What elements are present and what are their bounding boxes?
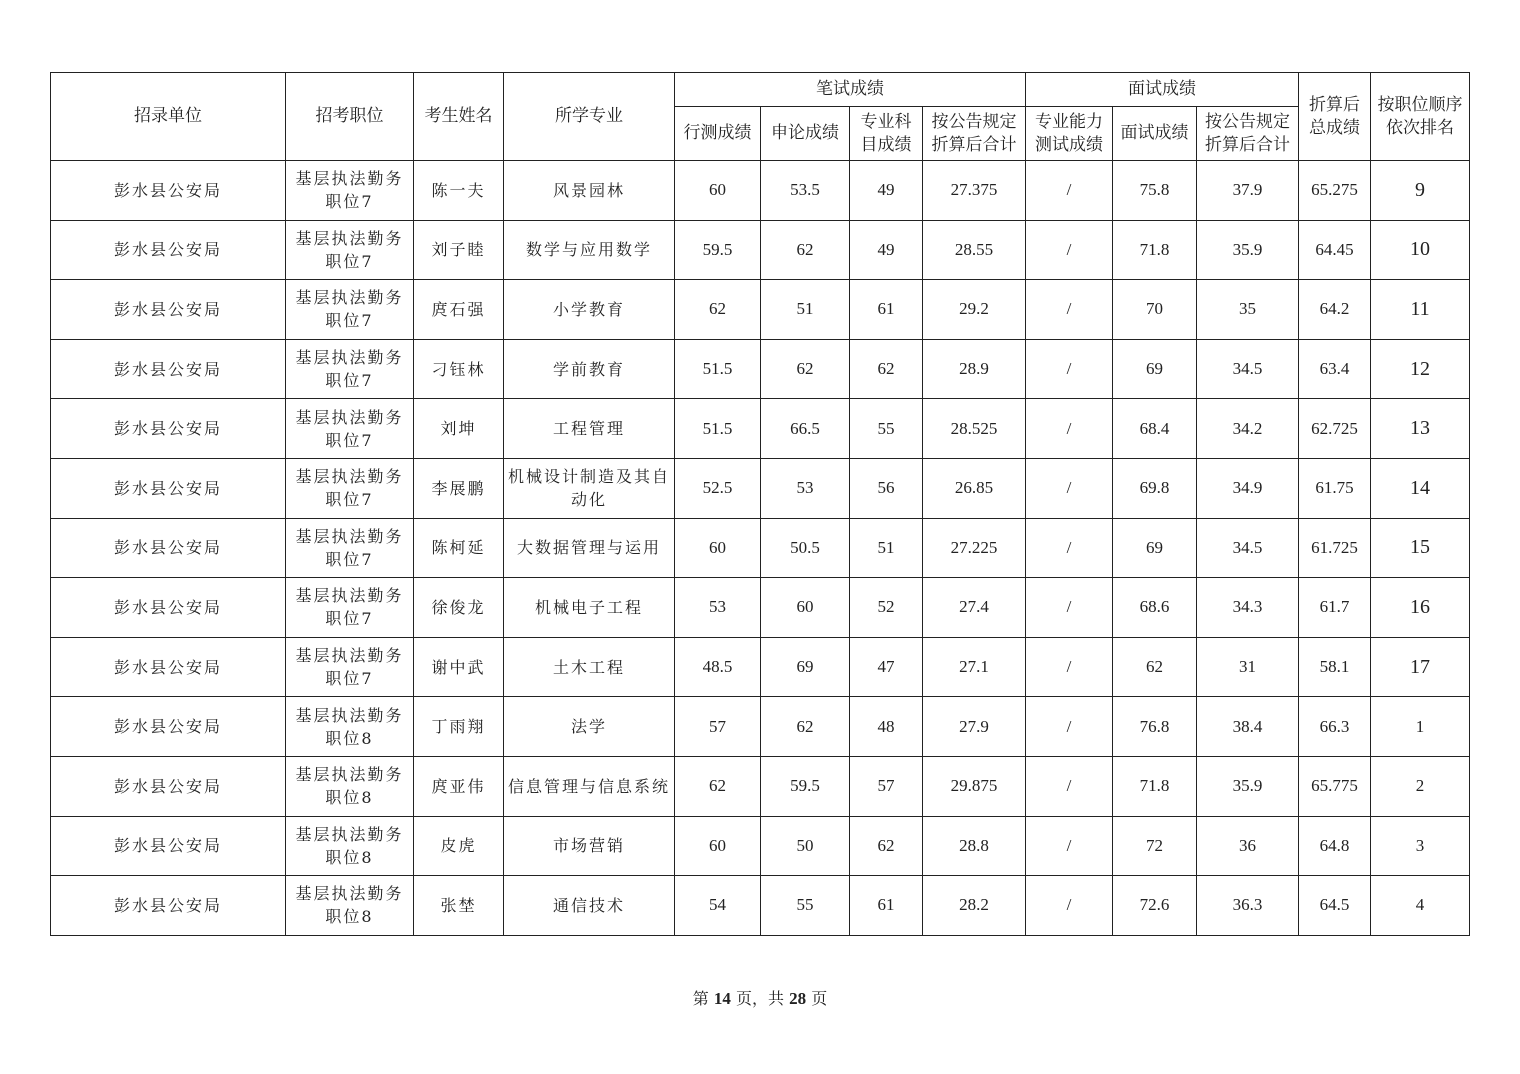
cell-total: 65.275 bbox=[1299, 161, 1371, 221]
cell-written-converted: 28.9 bbox=[923, 339, 1026, 399]
cell-unit: 彭水县公安局 bbox=[51, 458, 286, 518]
header-ability-test: 专业能力测试成绩 bbox=[1026, 107, 1113, 161]
cell-major: 风景园林 bbox=[504, 161, 675, 221]
cell-professional: 62 bbox=[850, 339, 923, 399]
cell-ability-test: / bbox=[1026, 637, 1113, 697]
cell-unit: 彭水县公安局 bbox=[51, 339, 286, 399]
page-footer bbox=[0, 986, 1520, 1009]
cell-total: 58.1 bbox=[1299, 637, 1371, 697]
cell-interview-converted: 34.2 bbox=[1197, 399, 1299, 459]
cell-unit: 彭水县公安局 bbox=[51, 697, 286, 757]
cell-position: 基层执法勤务职位7 bbox=[286, 458, 414, 518]
table-row bbox=[51, 220, 1470, 280]
cell-ability-test: / bbox=[1026, 458, 1113, 518]
cell-unit: 彭水县公安局 bbox=[51, 816, 286, 876]
cell-unit: 彭水县公安局 bbox=[51, 399, 286, 459]
cell-position: 基层执法勤务职位7 bbox=[286, 399, 414, 459]
cell-xingce: 48.5 bbox=[675, 637, 761, 697]
cell-written-converted: 27.1 bbox=[923, 637, 1026, 697]
cell-major: 市场营销 bbox=[504, 816, 675, 876]
cell-professional: 56 bbox=[850, 458, 923, 518]
cell-written-converted: 27.4 bbox=[923, 578, 1026, 638]
cell-interview-converted: 34.9 bbox=[1197, 458, 1299, 518]
cell-professional: 49 bbox=[850, 161, 923, 221]
cell-unit: 彭水县公安局 bbox=[51, 876, 286, 936]
cell-total: 64.5 bbox=[1299, 876, 1371, 936]
cell-rank: 15 bbox=[1371, 518, 1470, 578]
cell-position: 基层执法勤务职位8 bbox=[286, 876, 414, 936]
cell-ability-test: / bbox=[1026, 220, 1113, 280]
table-row bbox=[51, 637, 1470, 697]
cell-major: 工程管理 bbox=[504, 399, 675, 459]
cell-unit: 彭水县公安局 bbox=[51, 578, 286, 638]
cell-interview-converted: 34.5 bbox=[1197, 518, 1299, 578]
header-interview-converted: 按公告规定折算后合计 bbox=[1197, 107, 1299, 161]
cell-professional: 48 bbox=[850, 697, 923, 757]
cell-shenlun: 50 bbox=[761, 816, 850, 876]
cell-name: 庹石强 bbox=[414, 280, 504, 340]
table-row bbox=[51, 399, 1470, 459]
cell-interview: 62 bbox=[1113, 637, 1197, 697]
cell-shenlun: 50.5 bbox=[761, 518, 850, 578]
cell-name: 谢中武 bbox=[414, 637, 504, 697]
footer-prefix: 第 bbox=[692, 989, 709, 1008]
cell-unit: 彭水县公安局 bbox=[51, 161, 286, 221]
cell-total: 64.8 bbox=[1299, 816, 1371, 876]
cell-unit: 彭水县公安局 bbox=[51, 518, 286, 578]
cell-rank: 12 bbox=[1371, 339, 1470, 399]
cell-position: 基层执法勤务职位7 bbox=[286, 518, 414, 578]
cell-position: 基层执法勤务职位7 bbox=[286, 280, 414, 340]
cell-interview-converted: 36.3 bbox=[1197, 876, 1299, 936]
cell-xingce: 52.5 bbox=[675, 458, 761, 518]
cell-shenlun: 66.5 bbox=[761, 399, 850, 459]
cell-shenlun: 51 bbox=[761, 280, 850, 340]
header-interview: 面试成绩 bbox=[1113, 107, 1197, 161]
cell-interview: 68.6 bbox=[1113, 578, 1197, 638]
cell-interview: 69.8 bbox=[1113, 458, 1197, 518]
footer-middle: 页，共 bbox=[735, 989, 784, 1008]
cell-major: 机械设计制造及其自动化 bbox=[504, 458, 675, 518]
cell-name: 陈一夫 bbox=[414, 161, 504, 221]
header-name: 考生姓名 bbox=[414, 73, 504, 161]
cell-major: 小学教育 bbox=[504, 280, 675, 340]
cell-xingce: 59.5 bbox=[675, 220, 761, 280]
cell-interview-converted: 34.3 bbox=[1197, 578, 1299, 638]
cell-interview-converted: 35.9 bbox=[1197, 756, 1299, 816]
cell-xingce: 60 bbox=[675, 161, 761, 221]
cell-total: 65.775 bbox=[1299, 756, 1371, 816]
cell-interview: 69 bbox=[1113, 339, 1197, 399]
cell-interview: 72 bbox=[1113, 816, 1197, 876]
cell-professional: 62 bbox=[850, 816, 923, 876]
header-shenlun: 申论成绩 bbox=[761, 107, 850, 161]
cell-total: 66.3 bbox=[1299, 697, 1371, 757]
table-row bbox=[51, 518, 1470, 578]
header-xingce: 行测成绩 bbox=[675, 107, 761, 161]
cell-position: 基层执法勤务职位7 bbox=[286, 220, 414, 280]
cell-total: 61.7 bbox=[1299, 578, 1371, 638]
cell-professional: 55 bbox=[850, 399, 923, 459]
cell-name: 刁钰林 bbox=[414, 339, 504, 399]
cell-position: 基层执法勤务职位7 bbox=[286, 339, 414, 399]
cell-ability-test: / bbox=[1026, 339, 1113, 399]
table-row bbox=[51, 280, 1470, 340]
cell-professional: 51 bbox=[850, 518, 923, 578]
table-row bbox=[51, 339, 1470, 399]
header-total: 折算后总成绩 bbox=[1299, 73, 1371, 161]
cell-unit: 彭水县公安局 bbox=[51, 637, 286, 697]
cell-written-converted: 26.85 bbox=[923, 458, 1026, 518]
cell-interview: 72.6 bbox=[1113, 876, 1197, 936]
cell-rank: 11 bbox=[1371, 280, 1470, 340]
cell-rank: 10 bbox=[1371, 220, 1470, 280]
cell-position: 基层执法勤务职位7 bbox=[286, 578, 414, 638]
cell-interview-converted: 34.5 bbox=[1197, 339, 1299, 399]
cell-xingce: 51.5 bbox=[675, 399, 761, 459]
cell-interview: 71.8 bbox=[1113, 220, 1197, 280]
cell-interview-converted: 36 bbox=[1197, 816, 1299, 876]
table-header bbox=[51, 73, 1470, 161]
cell-shenlun: 62 bbox=[761, 339, 850, 399]
cell-rank: 4 bbox=[1371, 876, 1470, 936]
header-written-converted: 按公告规定折算后合计 bbox=[923, 107, 1026, 161]
cell-shenlun: 69 bbox=[761, 637, 850, 697]
cell-xingce: 60 bbox=[675, 816, 761, 876]
cell-written-converted: 28.8 bbox=[923, 816, 1026, 876]
footer-page-number: 14 bbox=[713, 989, 731, 1008]
cell-professional: 61 bbox=[850, 280, 923, 340]
cell-total: 61.75 bbox=[1299, 458, 1371, 518]
cell-interview: 68.4 bbox=[1113, 399, 1197, 459]
cell-shenlun: 53.5 bbox=[761, 161, 850, 221]
cell-rank: 1 bbox=[1371, 697, 1470, 757]
footer-suffix: 页 bbox=[811, 989, 828, 1008]
table-row bbox=[51, 756, 1470, 816]
cell-major: 数学与应用数学 bbox=[504, 220, 675, 280]
cell-professional: 57 bbox=[850, 756, 923, 816]
cell-interview-converted: 38.4 bbox=[1197, 697, 1299, 757]
cell-total: 64.2 bbox=[1299, 280, 1371, 340]
cell-ability-test: / bbox=[1026, 399, 1113, 459]
cell-major: 通信技术 bbox=[504, 876, 675, 936]
table-row bbox=[51, 697, 1470, 757]
cell-position: 基层执法勤务职位7 bbox=[286, 637, 414, 697]
cell-ability-test: / bbox=[1026, 518, 1113, 578]
cell-written-converted: 29.875 bbox=[923, 756, 1026, 816]
cell-ability-test: / bbox=[1026, 578, 1113, 638]
cell-interview: 76.8 bbox=[1113, 697, 1197, 757]
cell-interview: 75.8 bbox=[1113, 161, 1197, 221]
cell-ability-test: / bbox=[1026, 697, 1113, 757]
cell-major: 机械电子工程 bbox=[504, 578, 675, 638]
cell-xingce: 53 bbox=[675, 578, 761, 638]
cell-interview: 69 bbox=[1113, 518, 1197, 578]
cell-name: 李展鹏 bbox=[414, 458, 504, 518]
cell-written-converted: 28.525 bbox=[923, 399, 1026, 459]
cell-major: 大数据管理与运用 bbox=[504, 518, 675, 578]
cell-written-converted: 29.2 bbox=[923, 280, 1026, 340]
cell-rank: 3 bbox=[1371, 816, 1470, 876]
header-professional: 专业科目成绩 bbox=[850, 107, 923, 161]
cell-unit: 彭水县公安局 bbox=[51, 280, 286, 340]
cell-rank: 16 bbox=[1371, 578, 1470, 638]
cell-interview-converted: 31 bbox=[1197, 637, 1299, 697]
cell-major: 法学 bbox=[504, 697, 675, 757]
cell-xingce: 54 bbox=[675, 876, 761, 936]
cell-ability-test: / bbox=[1026, 816, 1113, 876]
table-row bbox=[51, 161, 1470, 221]
cell-interview-converted: 35 bbox=[1197, 280, 1299, 340]
cell-position: 基层执法勤务职位8 bbox=[286, 816, 414, 876]
cell-shenlun: 55 bbox=[761, 876, 850, 936]
cell-rank: 14 bbox=[1371, 458, 1470, 518]
header-unit: 招录单位 bbox=[51, 73, 286, 161]
cell-ability-test: / bbox=[1026, 876, 1113, 936]
cell-shenlun: 53 bbox=[761, 458, 850, 518]
cell-ability-test: / bbox=[1026, 280, 1113, 340]
cell-unit: 彭水县公安局 bbox=[51, 220, 286, 280]
cell-name: 刘坤 bbox=[414, 399, 504, 459]
cell-position: 基层执法勤务职位7 bbox=[286, 161, 414, 221]
cell-professional: 52 bbox=[850, 578, 923, 638]
cell-xingce: 62 bbox=[675, 280, 761, 340]
header-position: 招考职位 bbox=[286, 73, 414, 161]
cell-xingce: 60 bbox=[675, 518, 761, 578]
cell-written-converted: 28.55 bbox=[923, 220, 1026, 280]
table-body bbox=[51, 161, 1470, 936]
cell-shenlun: 62 bbox=[761, 697, 850, 757]
footer-total-pages: 28 bbox=[789, 989, 807, 1008]
cell-name: 张埜 bbox=[414, 876, 504, 936]
header-major: 所学专业 bbox=[504, 73, 675, 161]
cell-professional: 47 bbox=[850, 637, 923, 697]
cell-written-converted: 27.225 bbox=[923, 518, 1026, 578]
header-interview-group: 面试成绩 bbox=[1026, 73, 1299, 107]
score-table bbox=[50, 72, 1470, 936]
cell-name: 刘子睦 bbox=[414, 220, 504, 280]
header-rank: 按职位顺序依次排名 bbox=[1371, 73, 1470, 161]
cell-written-converted: 27.375 bbox=[923, 161, 1026, 221]
cell-name: 庹亚伟 bbox=[414, 756, 504, 816]
cell-position: 基层执法勤务职位8 bbox=[286, 697, 414, 757]
cell-shenlun: 59.5 bbox=[761, 756, 850, 816]
cell-professional: 49 bbox=[850, 220, 923, 280]
table-row bbox=[51, 876, 1470, 936]
cell-ability-test: / bbox=[1026, 161, 1113, 221]
cell-interview-converted: 37.9 bbox=[1197, 161, 1299, 221]
table-row bbox=[51, 578, 1470, 638]
cell-xingce: 62 bbox=[675, 756, 761, 816]
cell-ability-test: / bbox=[1026, 756, 1113, 816]
cell-name: 丁雨翔 bbox=[414, 697, 504, 757]
cell-shenlun: 60 bbox=[761, 578, 850, 638]
cell-name: 陈柯延 bbox=[414, 518, 504, 578]
cell-major: 学前教育 bbox=[504, 339, 675, 399]
header-written-group: 笔试成绩 bbox=[675, 73, 1026, 107]
cell-name: 皮虎 bbox=[414, 816, 504, 876]
cell-rank: 13 bbox=[1371, 399, 1470, 459]
cell-name: 徐俊龙 bbox=[414, 578, 504, 638]
cell-rank: 2 bbox=[1371, 756, 1470, 816]
cell-major: 土木工程 bbox=[504, 637, 675, 697]
cell-rank: 17 bbox=[1371, 637, 1470, 697]
cell-total: 62.725 bbox=[1299, 399, 1371, 459]
cell-interview: 71.8 bbox=[1113, 756, 1197, 816]
table-row bbox=[51, 816, 1470, 876]
cell-professional: 61 bbox=[850, 876, 923, 936]
cell-interview: 70 bbox=[1113, 280, 1197, 340]
cell-total: 64.45 bbox=[1299, 220, 1371, 280]
cell-xingce: 57 bbox=[675, 697, 761, 757]
table-row bbox=[51, 458, 1470, 518]
cell-xingce: 51.5 bbox=[675, 339, 761, 399]
cell-unit: 彭水县公安局 bbox=[51, 756, 286, 816]
cell-total: 61.725 bbox=[1299, 518, 1371, 578]
cell-written-converted: 28.2 bbox=[923, 876, 1026, 936]
cell-written-converted: 27.9 bbox=[923, 697, 1026, 757]
cell-position: 基层执法勤务职位8 bbox=[286, 756, 414, 816]
cell-interview-converted: 35.9 bbox=[1197, 220, 1299, 280]
cell-rank: 9 bbox=[1371, 161, 1470, 221]
cell-total: 63.4 bbox=[1299, 339, 1371, 399]
cell-major: 信息管理与信息系统 bbox=[504, 756, 675, 816]
cell-shenlun: 62 bbox=[761, 220, 850, 280]
